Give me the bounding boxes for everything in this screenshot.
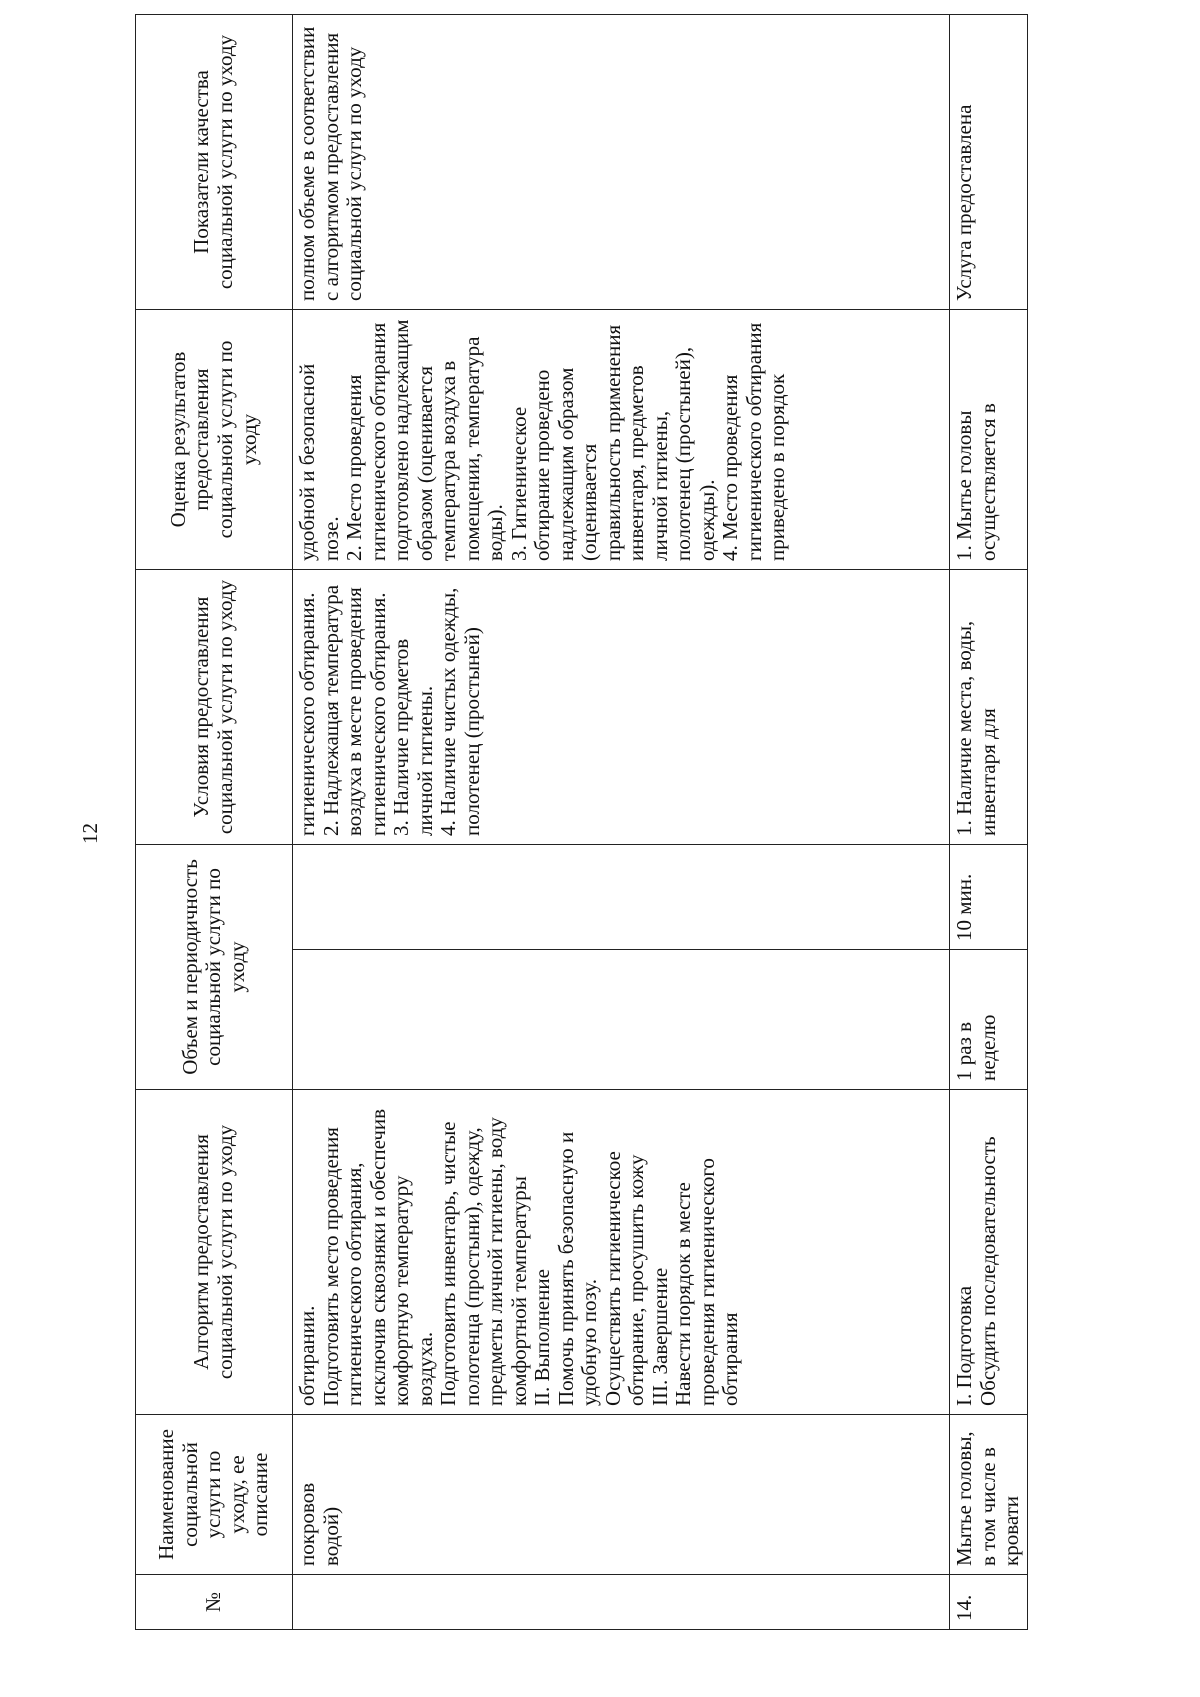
cell-time (293, 845, 950, 950)
cell-algorithm: обтирании. Подготовить место проведения гигиенического обтирания, исключив сквозняки и обеспечив комфортную температуру воздуха. Подготовить инвентарь, чистые полотенца (простыни), одежду, предметы личной гигиены, воду комфортной температуры II. Выполнение Помочь принять безопасную и удобную позу. Осуществить гигиеническое обтирание, просушить кожу III. Завершение Навести порядок в месте проведения гигиенического обтирания (293, 1090, 950, 1415)
cell-conditions: гигиенического обтирания. 2. Надлежащая температура воздуха в месте проведения гигиенического обтирания. 3. Наличие предметов личной гигиены. 4. Наличие чистых одежды, полотенец (простыней) (293, 570, 950, 845)
header-evaluation: Оценка результатов предоставления социальной услуги по уходу (136, 310, 293, 570)
header-volume: Объем и периодичность социальной услуги по уходу (136, 845, 293, 1090)
rotated-page-content (135, 15, 1135, 1630)
cell-conditions: 1. Наличие места, воды, инвентаря для (950, 570, 1028, 845)
header-name: Наименование социальной услуги по уходу, ее описание (136, 1415, 293, 1575)
table-row (950, 15, 1028, 1630)
cell-name: Мытье головы, в том числе в кровати (950, 1415, 1028, 1575)
cell-quality: полном объеме в соответствии с алгоритмом предоставления социальной услуги по уходу (293, 15, 950, 310)
cell-name: покровов водой) (293, 1415, 950, 1575)
header-quality: Показатели качества социальной услуги по уходу (136, 15, 293, 310)
header-conditions: Условия предоставления социальной услуги по уходу (136, 570, 293, 845)
cell-num (293, 1575, 950, 1630)
header-algorithm: Алгоритм предоставления социальной услуги по уходу (136, 1090, 293, 1415)
cell-num: 14. (950, 1575, 1028, 1630)
services-table (135, 14, 1028, 1630)
table-row (293, 15, 950, 1630)
cell-quality: Услуга предоставлена (950, 15, 1028, 310)
cell-evaluation: удобной и безопасной позе. 2. Место проведения гигиенического обтирания подготовлено надлежащим образом (оценивается температура воздуха в помещении, температура воды). 3. Гигиеническое обтирание проведено надлежащим образом (оценивается правильность применения инвентаря, предметов личной гигиены, полотенец (простыней), одежды). 4. Место проведения гигиенического обтирания приведено в порядок (293, 310, 950, 570)
cell-evaluation: 1. Мытье головы осуществляется в (950, 310, 1028, 570)
cell-algorithm: I. Подготовка Обсудить последовательность (950, 1090, 1028, 1415)
table-header-row (136, 15, 293, 1630)
page-number: 12 (78, 823, 102, 844)
cell-frequency: 1 раз в неделю (950, 950, 1028, 1090)
cell-time: 10 мин. (950, 845, 1028, 950)
header-num: № (136, 1575, 293, 1630)
cell-frequency (293, 950, 950, 1090)
